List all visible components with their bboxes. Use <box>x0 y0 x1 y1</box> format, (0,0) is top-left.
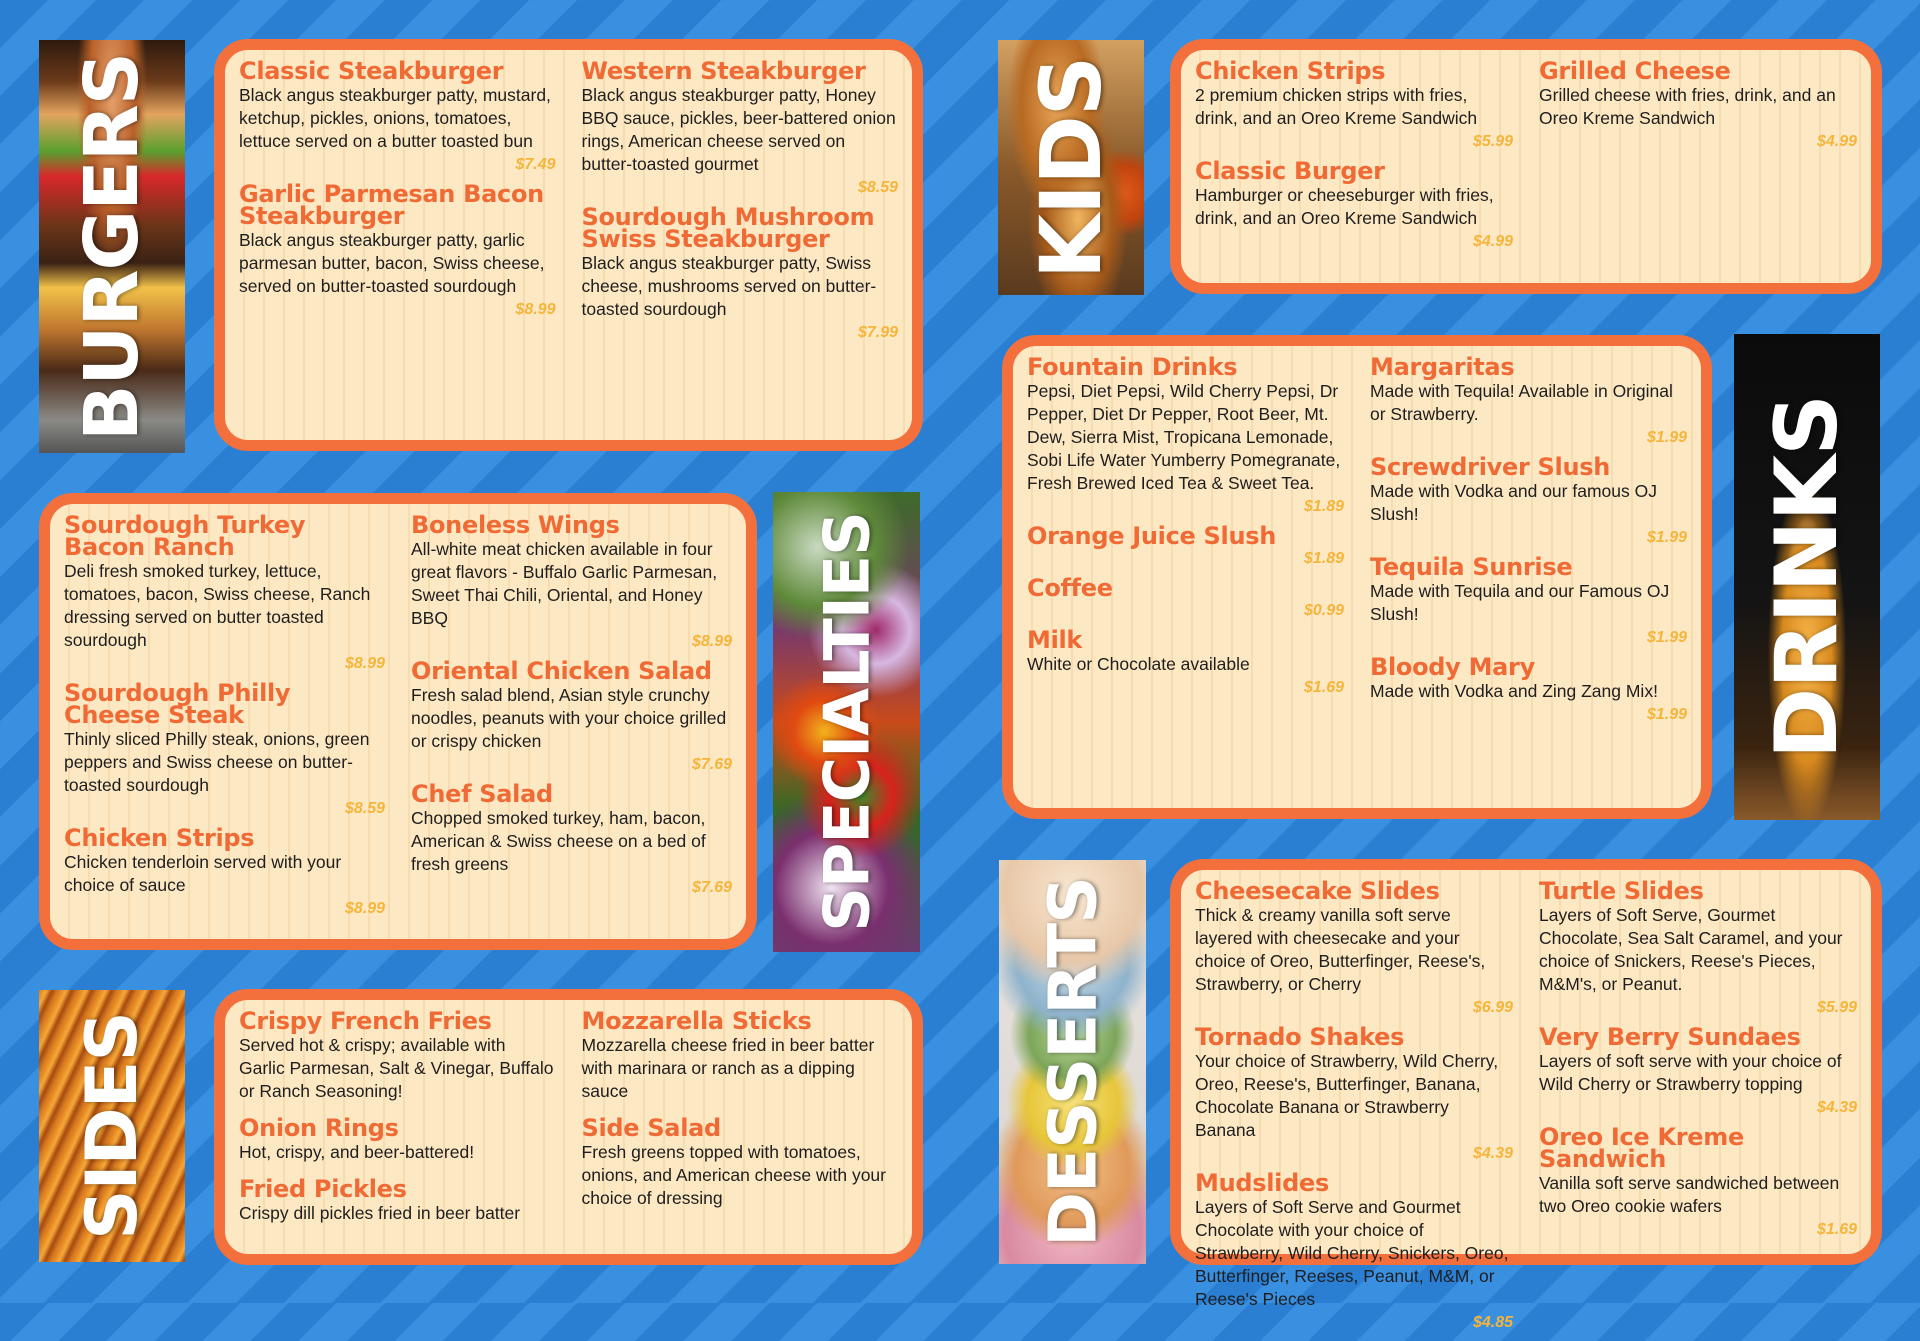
item-description: Mozzarella cheese fried in beer batter with marinara or ranch as a dipping sauce <box>581 1035 875 1101</box>
item-price: $7.99 <box>857 324 898 341</box>
menu-item <box>1539 57 1857 152</box>
item-name: Garlic Parmesan Bacon Steakburger <box>239 180 544 230</box>
item-price: $1.69 <box>1303 679 1344 696</box>
sides-panel <box>214 989 923 1265</box>
menu-item <box>64 679 385 819</box>
menu-item <box>1370 653 1687 725</box>
item-description: Hot, crispy, and beer-battered! <box>239 1142 475 1162</box>
item-description: Layers of soft serve with your choice of Wild Cherry or Strawberry topping <box>1539 1051 1842 1094</box>
menu-item <box>64 511 385 674</box>
item-name: Oriental Chicken Salad <box>411 657 712 685</box>
sides-side-image <box>39 990 185 1262</box>
item-description: Made with Tequila and our Famous OJ Slush! <box>1370 581 1670 624</box>
item-description: Made with Vodka and Zing Zang Mix! <box>1370 681 1658 701</box>
item-name: Western Steakburger <box>581 57 866 85</box>
item-description: 2 premium chicken strips with fries, drink, and an Oreo Kreme Sandwich <box>1195 85 1478 128</box>
item-name: Classic Burger <box>1195 157 1385 185</box>
item-description: Black angus steakburger patty, garlic parmesan butter, bacon, Swiss cheese, served on butter-toasted sourdough <box>239 230 545 296</box>
menu-item <box>1195 1023 1513 1164</box>
item-description: Made with Vodka and our famous OJ Slush! <box>1370 481 1657 524</box>
item-name: Chef Salad <box>411 780 553 808</box>
item-name: Coffee <box>1027 574 1113 602</box>
drinks-panel <box>1002 335 1712 819</box>
section-title-sides: SIDES <box>71 1012 153 1240</box>
menu-item <box>1027 626 1344 698</box>
menu-item <box>239 1175 556 1225</box>
item-price: $8.99 <box>515 301 556 318</box>
item-description: Layers of Soft Serve, Gourmet Chocolate, Sea Salt Caramel, and your choice of Snickers, Reese's Pieces, M&M's, or Peanut. <box>1539 905 1843 994</box>
kids-panel <box>1170 39 1882 294</box>
section-title-desserts: DESSERTS <box>1034 877 1111 1247</box>
item-description: Grilled cheese with fries, drink, and an Oreo Kreme Sandwich <box>1539 85 1836 128</box>
item-description: White or Chocolate available <box>1027 654 1250 674</box>
item-price: $4.85 <box>1472 1314 1513 1331</box>
item-price: $7.69 <box>691 879 732 896</box>
item-description: Chicken tenderloin served with your choice of sauce <box>64 852 342 895</box>
item-price: $8.59 <box>344 800 385 817</box>
item-description: Deli fresh smoked turkey, lettuce, tomatoes, bacon, Swiss cheese, Ranch dressing served on butter toasted sourdough <box>64 561 371 650</box>
item-description: Fresh greens topped with tomatoes, onions, and American cheese with your choice of dressing <box>581 1142 886 1208</box>
item-name: Sourdough Philly Cheese Steak <box>64 679 291 729</box>
item-name: Boneless Wings <box>411 511 620 539</box>
burgers-side-image <box>39 40 185 453</box>
item-price: $1.89 <box>1303 550 1344 567</box>
item-description: All-white meat chicken available in four great flavors - Buffalo Garlic Parmesan, Sweet Thai Chili, Oriental, and Honey BBQ <box>411 539 718 628</box>
item-price: $4.99 <box>1472 233 1513 250</box>
specialties-panel <box>39 493 757 950</box>
menu-item <box>581 203 899 343</box>
item-description: Made with Tequila! Available in Original or Strawberry. <box>1370 381 1673 424</box>
item-description: Crispy dill pickles fried in beer batter <box>239 1203 521 1223</box>
item-price: $1.99 <box>1646 706 1687 723</box>
menu-item <box>64 824 385 919</box>
item-price: $4.39 <box>1816 1099 1857 1116</box>
item-description: Served hot & crispy; available with Garlic Parmesan, Salt & Vinegar, Buffalo or Ranch Seasoning! <box>239 1035 554 1101</box>
menu-item <box>239 180 556 320</box>
menu-item <box>1027 574 1344 621</box>
menu-item <box>1539 877 1857 1018</box>
item-name: Cheesecake Slides <box>1195 877 1440 905</box>
menu-item <box>581 57 899 198</box>
item-name: Bloody Mary <box>1370 653 1535 681</box>
menu-item <box>1539 1123 1857 1240</box>
item-name: Mozzarella Sticks <box>581 1007 812 1035</box>
item-price: $1.99 <box>1646 429 1687 446</box>
item-description: Layers of Soft Serve and Gourmet Chocolate with your choice of Strawberry, Wild Cherry, Snickers, Oreo, Butterfinger, Reeses, Peanut, M&M, or Reese's Pieces <box>1195 1197 1509 1309</box>
item-name: Grilled Cheese <box>1539 57 1731 85</box>
menu-item <box>581 1007 899 1103</box>
specialties-side-image <box>773 492 920 952</box>
menu-item <box>1195 157 1513 252</box>
item-name: Very Berry Sundaes <box>1539 1023 1801 1051</box>
item-price: $6.99 <box>1472 999 1513 1016</box>
item-price: $4.99 <box>1816 133 1857 150</box>
menu-item <box>1370 453 1687 548</box>
menu-item <box>239 1114 556 1164</box>
item-name: Turtle Slides <box>1539 877 1704 905</box>
item-description: Vanilla soft serve sandwiched between two Oreo cookie wafers <box>1539 1173 1840 1216</box>
item-description: Fresh salad blend, Asian style crunchy noodles, peanuts with your choice grilled or crispy chicken <box>411 685 727 751</box>
item-description: Thick & creamy vanilla soft serve layered with cheesecake and your choice of Oreo, Butterfinger, Reese's, Strawberry, or Cherry <box>1195 905 1486 994</box>
item-price: $8.99 <box>691 633 732 650</box>
drinks-side-image <box>1734 334 1880 820</box>
menu-item <box>411 511 732 652</box>
item-price: $0.99 <box>1303 602 1344 619</box>
menu-item <box>1195 1169 1513 1333</box>
item-description: Chopped smoked turkey, ham, bacon, American & Swiss cheese on a bed of fresh greens <box>411 808 706 874</box>
menu-item <box>411 780 732 898</box>
item-description: Thinly sliced Philly steak, onions, green peppers and Swiss cheese on butter-toasted sourdough <box>64 729 370 795</box>
menu-item <box>411 657 732 775</box>
item-name: Sourdough Mushroom Swiss Steakburger <box>581 203 875 253</box>
menu-item <box>1195 877 1513 1018</box>
item-name: Sourdough Turkey Bacon Ranch <box>64 511 306 561</box>
menu-item <box>581 1114 899 1210</box>
item-name: Screwdriver Slush <box>1370 453 1611 481</box>
menu-item <box>239 57 556 175</box>
section-title-drinks: DRINKS <box>1757 394 1857 760</box>
item-name: Orange Juice Slush <box>1027 522 1277 550</box>
menu-item <box>1027 353 1344 517</box>
item-name: Margaritas <box>1370 353 1515 381</box>
item-description: Black angus steakburger patty, mustard, ketchup, pickles, onions, tomatoes, lettuce served on a butter toasted bun <box>239 85 551 151</box>
item-price: $4.39 <box>1472 1145 1513 1162</box>
item-name: Oreo Ice Kreme Sandwich <box>1539 1123 1744 1173</box>
item-price: $8.99 <box>344 655 385 672</box>
menu-item <box>1539 1023 1857 1118</box>
desserts-side-image <box>999 860 1146 1264</box>
item-name: Tornado Shakes <box>1195 1023 1405 1051</box>
item-price: $1.99 <box>1646 629 1687 646</box>
item-description: Black angus steakburger patty, Honey BBQ sauce, pickles, beer-battered onion rings, American cheese served on butter-toasted gourmet <box>581 85 896 174</box>
item-price: $7.49 <box>515 156 556 173</box>
item-price: $1.99 <box>1646 529 1687 546</box>
section-title-burgers: BURGERS <box>69 52 155 441</box>
item-name: Fried Pickles <box>239 1175 407 1203</box>
item-name: Tequila Sunrise <box>1370 553 1573 581</box>
item-price: $5.99 <box>1472 133 1513 150</box>
item-price: $1.89 <box>1303 498 1344 515</box>
item-description: Your choice of Strawberry, Wild Cherry, Oreo, Reese's, Butterfinger, Banana, Chocolate Banana or Strawberry Banana <box>1195 1051 1499 1140</box>
item-description: Black angus steakburger patty, Swiss cheese, mushrooms served on butter-toasted sourdough <box>581 253 877 319</box>
kids-side-image <box>998 40 1144 295</box>
item-name: Chicken Strips <box>64 824 255 852</box>
menu-item <box>1370 553 1687 648</box>
item-name: Classic Steakburger <box>239 57 504 85</box>
item-price: $5.99 <box>1816 999 1857 1016</box>
item-name: Fountain Drinks <box>1027 353 1238 381</box>
item-name: Milk <box>1027 626 1083 654</box>
item-price: $8.99 <box>344 900 385 917</box>
burgers-panel <box>214 39 923 451</box>
desserts-panel <box>1170 859 1882 1331</box>
item-name: Onion Rings <box>239 1114 399 1142</box>
menu-item <box>1370 353 1687 448</box>
item-name: Side Salad <box>581 1114 721 1142</box>
item-name: Crispy French Fries <box>239 1007 492 1035</box>
section-title-specialties: SPECIALTIES <box>810 512 883 932</box>
item-price: $8.59 <box>857 179 898 196</box>
item-description: Hamburger or cheeseburger with fries, drink, and an Oreo Kreme Sandwich <box>1195 185 1494 228</box>
menu-item <box>239 1007 556 1103</box>
item-name: Chicken Strips <box>1195 57 1386 85</box>
section-title-kids: KIDS <box>1022 56 1120 279</box>
item-price: $7.69 <box>691 756 732 773</box>
menu-item <box>1195 57 1513 152</box>
item-name: Mudslides <box>1195 1169 1329 1197</box>
menu-item <box>1027 522 1344 569</box>
item-price: $1.69 <box>1816 1221 1857 1238</box>
item-description: Pepsi, Diet Pepsi, Wild Cherry Pepsi, Dr Pepper, Diet Dr Pepper, Root Beer, Mt. Dew, Sierra Mist, Tropicana Lemonade, Sobi Life Water Yumberry Pomegranate, Fresh Brewed Iced Tea & Sweet Tea. <box>1027 381 1341 493</box>
